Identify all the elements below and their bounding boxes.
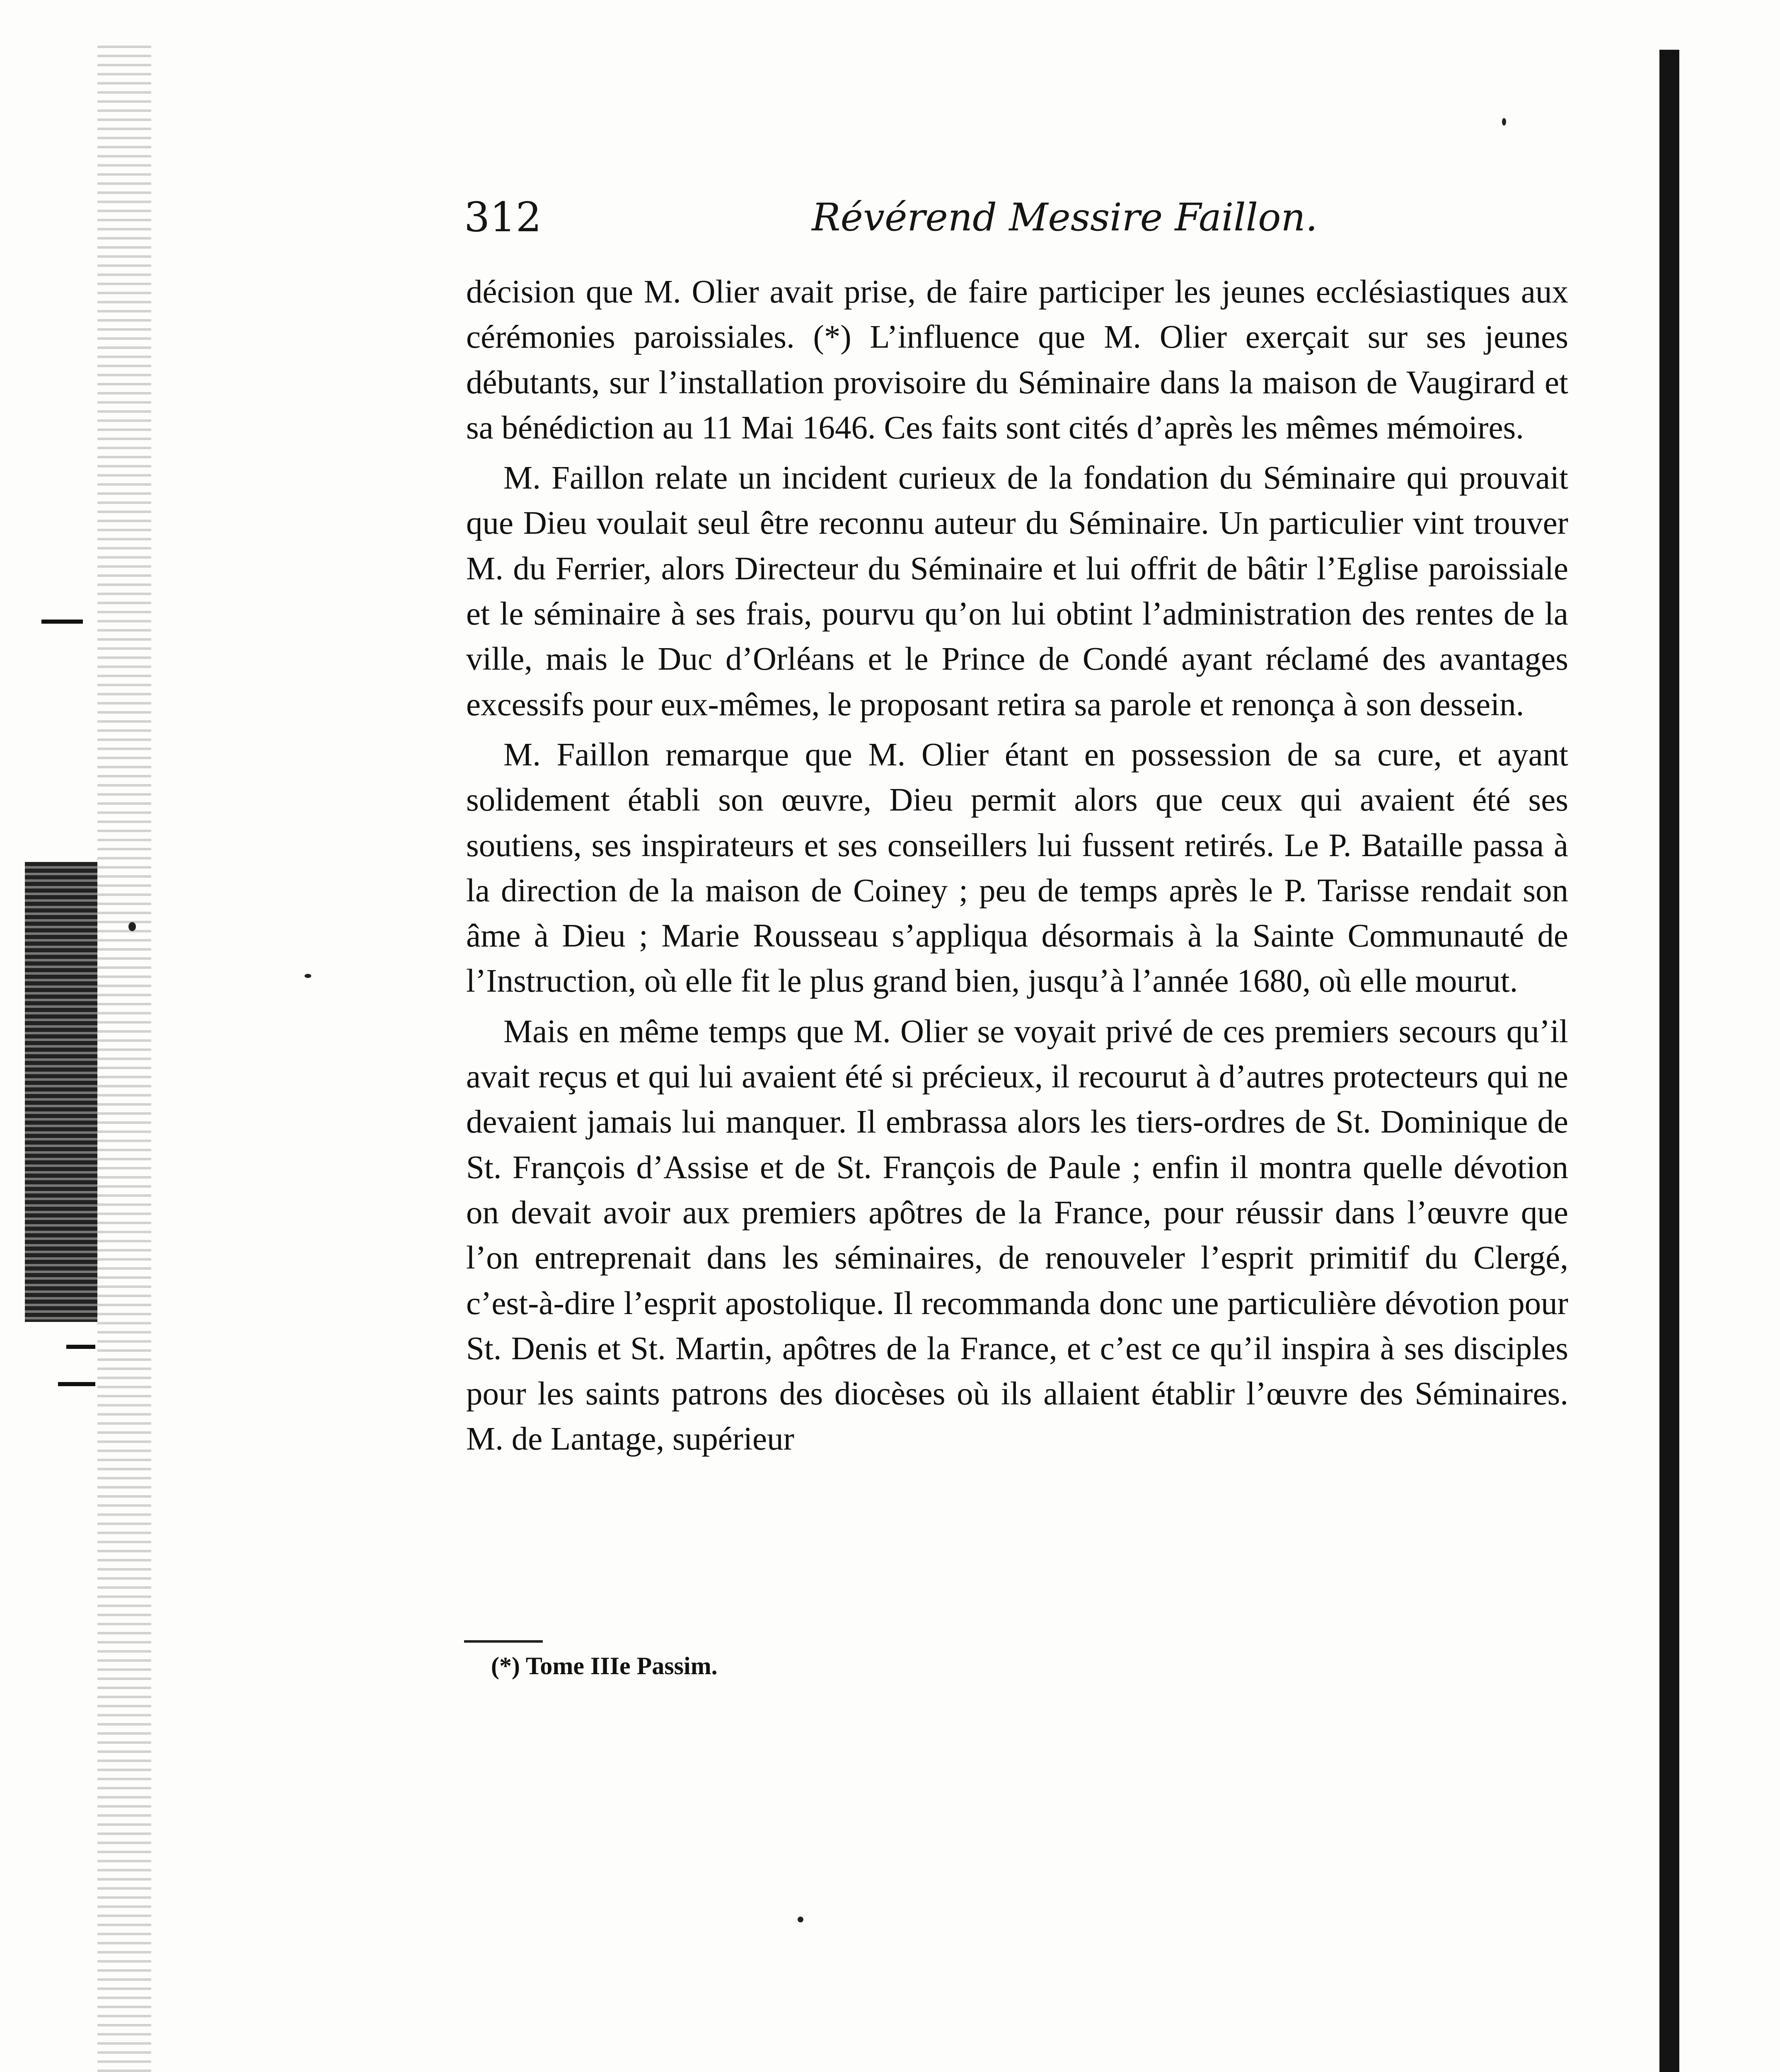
- footnote-rule: [464, 1640, 543, 1643]
- speck: [798, 1917, 803, 1922]
- scan-edge-left: [97, 46, 151, 2072]
- scan-shadow-block: [25, 862, 97, 1322]
- speck: [128, 922, 136, 931]
- scan-mark: [66, 1345, 95, 1349]
- paragraph: M. Faillon relate un incident curieux de la fondation du Séminaire qui prouvait que Dieu voulait seul être reconnu auteur du Séminaire. Un particulier vint trouver M. du Ferrier, alors Directeur du Séminaire et lui offrit de bâtir l’Eglise paroissiale et le séminaire à ses frais, pourvu qu’on lui obtint l’administration des rentes de la ville, mais le Duc d’Orléans et le Prince de Condé ayant réclamé des avantages excessifs pour eux-mêmes, le proposant retira sa parole et renonça à son dessein.: [466, 460, 1568, 723]
- paragraph: Mais en même temps que M. Olier se voyait privé de ces premiers secours qu’il avait reçus et qui lui avaient été si précieux, il recourut à d’autres protecteurs qui ne devaient jamais lui manquer. Il embrassa alors les tiers-ordres de St. Dominique de St. François d’Assise et de St. François de Paule ; enfin il montra quelle dévotion on devait avoir aux premiers apôtres de la France, pour réussir dans l’œuvre que l’on entreprenait dans les séminaires, de renouveler l’esprit primitif du Clergé, c’est-à-dire l’esprit apostolique. Il recommanda donc une particulière dévotion pour St. Denis et St. Martin, apôtres de la France, et c’est ce qu’il inspira à ses disciples pour les saints patrons des diocèses où ils allaient établir l’œuvre des Séminaires. M. de Lantage, supérieur: [466, 1013, 1568, 1457]
- speck: [1502, 118, 1506, 126]
- speck: [305, 974, 311, 978]
- running-head: Révérend Messire Faillon.: [812, 195, 1318, 240]
- paragraph: décision que M. Olier avait prise, de faire participer les jeunes ecclésiastiques aux cérémonies paroissiales. (*) L’influence que M. Olier exerçait sur ses jeunes débutants, sur l’installation provisoire du Séminaire dans la maison de Vaugirard et sa bénédiction au 11 Mai 1646. Ces faits sont cités d’après les mêmes mémoires.: [466, 274, 1568, 446]
- body-text: [466, 269, 1568, 1462]
- scan-mark: [41, 620, 83, 624]
- scan-edge-right: [1659, 50, 1679, 2072]
- page-number: 312: [464, 194, 542, 241]
- page-header: [464, 189, 1318, 247]
- scan-mark: [58, 1382, 95, 1386]
- paragraph: M. Faillon remarque que M. Olier étant en possession de sa cure, et ayant solidement établi son œuvre, Dieu permit alors que ceux qui avaient été ses soutiens, ses inspirateurs et ses conseillers lui fussent retirés. Le P. Bataille passa à la direction de la maison de Coiney ; peu de temps après le P. Tarisse rendait son âme à Dieu ; Marie Rousseau s’appliqua désormais à la Sainte Communauté de l’Instruction, où elle fit le plus grand bien, jusqu’à l’année 1680, où elle mourut.: [466, 736, 1568, 1000]
- footnote: (*) Tome IIIe Passim.: [491, 1652, 718, 1680]
